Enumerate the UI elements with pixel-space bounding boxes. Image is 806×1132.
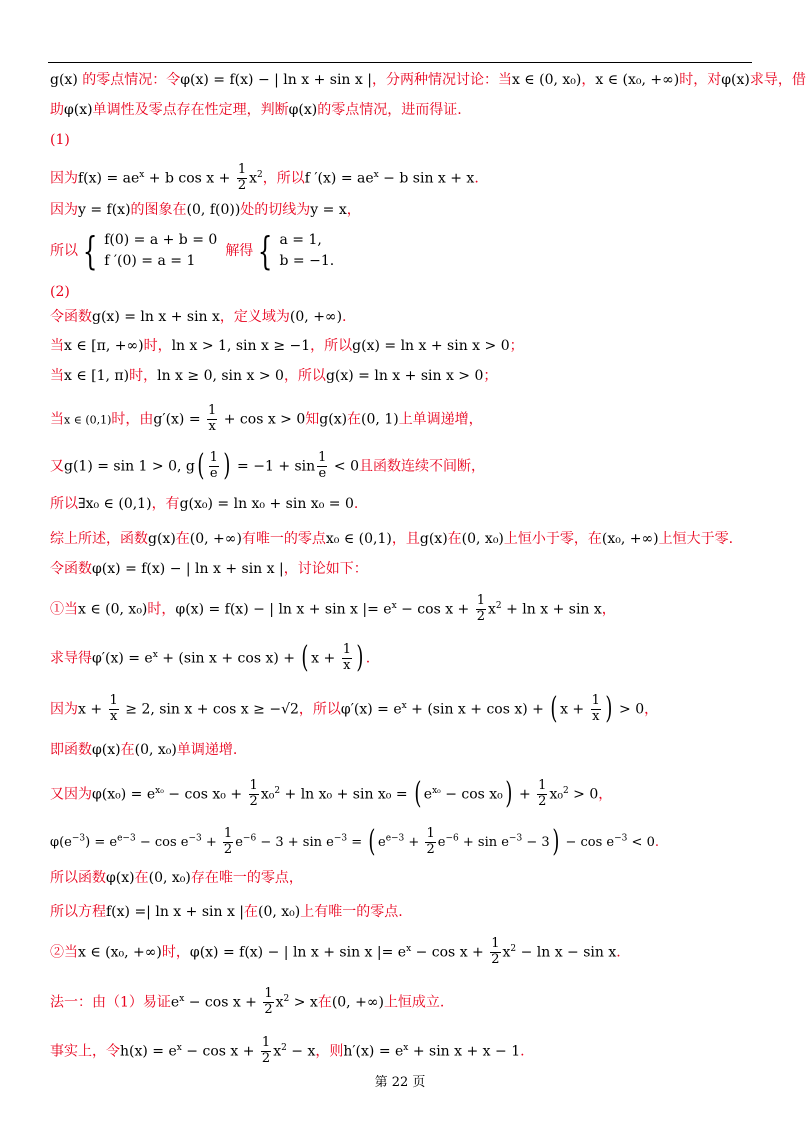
text-line-10: 当x ∈ [1, π)时，ln x ≥ 0, sin x > 0，所以g(x) = ln x + sin x > 0； <box>50 368 498 384</box>
text-line-11: 当x ∈ (0,1)时，由g′(x) = $\frac{1}{x}$ + cos x > 0知g(x)在(0, 1)上单调递增， <box>50 403 483 434</box>
text-line-22: 所以函数φ(x)在(0, x₀)存在唯一的零点， <box>50 870 303 886</box>
text-line-17: 求导得$\varphi'(x) = e^x + (\sin$ x + cos x) + ( x + $\frac{1}{x}$ ) . <box>50 640 371 676</box>
text-line-1: g(x) 的零点情况：令φ(x) = f(x) − | ln x + sin x |，分两种情况讨论：当x ∈ (0, x₀)，x ∈ (x₀, +∞)时，对φ(x)求导，借 <box>50 72 806 88</box>
part-1-label: (1) <box>50 132 70 148</box>
text-line-5: 因为y = f(x)的图象在(0, f(0))处的切线为y = x， <box>50 202 361 218</box>
text-line-6: 所以 { f(0) = a + b = 0 f ′(0) = a = 1 解得 { a = 1, b = −1. <box>50 229 335 273</box>
text-line-2: 助φ(x)单调性及零点存在性定理，判断φ(x)的零点情况，进而得证. <box>50 102 462 118</box>
text-line-25: 法一：由（1）易证$e^x - \cos x$ + $\frac{1}{2}$ $x^2 > x$在(0, +∞)上恒成立. <box>50 986 445 1017</box>
text-line-4: 因为$f(x) = ae^x + b$ cos x + $\frac{1}{2}$ $x^2$，所以f $'(x) = ae^x - b$ sin x + x. <box>50 162 479 193</box>
page-number: 第 22 页 <box>374 1075 426 1090</box>
text-line-8: 令函数g(x) = ln x + sin x，定义域为(0, +∞). <box>50 309 347 325</box>
text-line-14: 综上所述，函数g(x)在(0, +∞)有唯一的零点x₀ ∈ (0,1)，且g(x)在(0, x₀)上恒小于零，在(x₀, +∞)上恒大于零. <box>50 531 734 547</box>
text-line-21: $\varphi(e^{-3}) = e^{e-3} - \cos e^{-3}$ + $\frac{1}{2}$ $e^{-6} - 3 + \sin e^{-3}$ = ( $e^{e-3}$ + $\frac{1}{2}$ $e^{-6} + \sin e^{-3} - 3) - \cos e^{-3} < 0$. <box>50 824 659 860</box>
text-line-20: 又因为$\varphi(x_0) = e^{x_0} - \cos x_0$ + $\frac{1}{2}$ x₀$^2$ + ln x₀ + sin x₀ = ( $e^{x_0} - \cos x_0$) + $\frac{1}{2}$ x₀$^2$ > 0， <box>50 776 613 812</box>
text-line-12: 又g(1) = sin 1 > 0, g( $\frac{1}{e}$ ) = −1 + sin $\frac{1}{e}$ < 0且函数连续不间断， <box>50 448 485 484</box>
text-line-23: 所以方程f(x) =| ln x + sin x |在(0, x₀)上有唯一的零点. <box>50 904 403 920</box>
text-line-15: 令函数φ(x) = f(x) − | ln x + sin x |，讨论如下： <box>50 561 368 577</box>
text-line-19: 即函数φ(x)在(0, x₀)单调递增. <box>50 742 238 758</box>
header-rule <box>48 62 752 63</box>
text-line-13: 所以∃x₀ ∈ (0,1)，有g(x₀) = ln x₀ + sin x₀ = 0. <box>50 496 359 512</box>
part-2-label: (2) <box>50 284 70 300</box>
text-line-18: 因为x + $\frac{1}{x}$ ≥ 2, sin x + cos x ≥ −√2，所以$\varphi'(x) = e^x + (\sin$ x + cos x) + ( x + $\frac{1}{x}$ ) > 0， <box>50 691 659 727</box>
text-line-9: 当x ∈ [π, +∞)时，ln x > 1, sin x ≥ −1，所以g(x) = ln x + sin x > 0； <box>50 338 524 354</box>
text-line-26: 事实上，令$h(x) = e^x - \cos x$ + $\frac{1}{2}$ $x^2 - x$，则$h'(x) = e^x + \sin x + x - 1$. <box>50 1035 525 1066</box>
text-line-24: ②当x ∈ (x₀, +∞)时，φ(x) = f(x) − | ln x + sin x |= $e^x - \cos x$ + $\frac{1}{2}$ $x^2 - \ln x - \sin x$. <box>50 936 621 967</box>
text-line-16: ①当x ∈ (0, x₀)时，φ(x) = f(x) − | ln x + sin x |= $e^x - \cos x$ + $\frac{1}{2}$ $x^2 + \ln x + \sin x$， <box>50 593 616 624</box>
